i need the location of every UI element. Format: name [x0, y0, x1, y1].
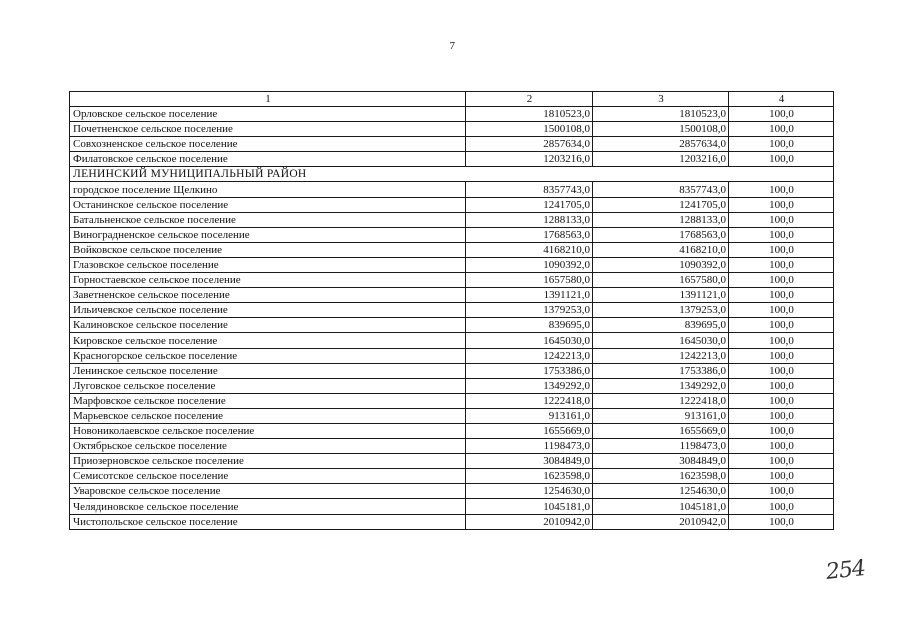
value-col-3-cell: 1645030,0: [593, 333, 729, 348]
value-col-2-cell: 1045181,0: [466, 499, 593, 514]
header-col-3: 3: [593, 92, 729, 107]
table-row: [70, 257, 834, 272]
table-row: [70, 197, 834, 212]
value-col-3-cell: 1379253,0: [593, 303, 729, 318]
value-col-2-cell: 1254630,0: [466, 484, 593, 499]
value-col-3-cell: 3084849,0: [593, 454, 729, 469]
value-col-2-cell: 1090392,0: [466, 257, 593, 272]
value-col-3-cell: 1655669,0: [593, 423, 729, 438]
percent-col-4-cell: 100,0: [729, 514, 834, 529]
percent-col-4-cell: 100,0: [729, 439, 834, 454]
value-col-3-cell: 1349292,0: [593, 378, 729, 393]
table-row: [70, 122, 834, 137]
section-title: ЛЕНИНСКИЙ МУНИЦИПАЛЬНЫЙ РАЙОН: [70, 167, 834, 182]
settlement-name-cell: Уваровское сельское поселение: [70, 484, 466, 499]
settlement-name-cell: Ильичевское сельское поселение: [70, 303, 466, 318]
settlement-name-cell: Марьевское сельское поселение: [70, 408, 466, 423]
value-col-3-cell: 1222418,0: [593, 393, 729, 408]
value-col-3-cell: 1198473,0: [593, 439, 729, 454]
table-body-group-b: [70, 182, 834, 529]
table-row: [70, 469, 834, 484]
value-col-2-cell: 1391121,0: [466, 288, 593, 303]
percent-col-4-cell: 100,0: [729, 212, 834, 227]
value-col-2-cell: 1241705,0: [466, 197, 593, 212]
table-row: [70, 303, 834, 318]
percent-col-4-cell: 100,0: [729, 454, 834, 469]
table-row: [70, 152, 834, 167]
value-col-2-cell: 1768563,0: [466, 227, 593, 242]
settlement-name-cell: Ленинское сельское поселение: [70, 363, 466, 378]
header-col-2: 2: [466, 92, 593, 107]
value-col-2-cell: 1198473,0: [466, 439, 593, 454]
table-row: [70, 182, 834, 197]
settlement-name-cell: Останинское сельское поселение: [70, 197, 466, 212]
value-col-2-cell: 1645030,0: [466, 333, 593, 348]
value-col-3-cell: 1241705,0: [593, 197, 729, 212]
percent-col-4-cell: 100,0: [729, 303, 834, 318]
value-col-2-cell: 2010942,0: [466, 514, 593, 529]
percent-col-4-cell: 100,0: [729, 197, 834, 212]
section-group: [70, 167, 834, 182]
table-row: [70, 499, 834, 514]
value-col-2-cell: 1349292,0: [466, 378, 593, 393]
table-row: [70, 423, 834, 438]
percent-col-4-cell: 100,0: [729, 288, 834, 303]
settlement-name-cell: Чистопольское сельское поселение: [70, 514, 466, 529]
value-col-3-cell: 4168210,0: [593, 242, 729, 257]
percent-col-4-cell: 100,0: [729, 318, 834, 333]
table-row: [70, 212, 834, 227]
value-col-3-cell: 1623598,0: [593, 469, 729, 484]
table-row: [70, 378, 834, 393]
settlement-name-cell: Батальненское сельское поселение: [70, 212, 466, 227]
value-col-3-cell: 1254630,0: [593, 484, 729, 499]
table-row: [70, 333, 834, 348]
table-row: [70, 242, 834, 257]
value-col-2-cell: 1753386,0: [466, 363, 593, 378]
header-col-1: 1: [70, 92, 466, 107]
value-col-3-cell: 839695,0: [593, 318, 729, 333]
value-col-2-cell: 8357743,0: [466, 182, 593, 197]
settlement-name-cell: Челядиновское сельское поселение: [70, 499, 466, 514]
settlement-name-cell: Заветненское сельское поселение: [70, 288, 466, 303]
value-col-2-cell: 913161,0: [466, 408, 593, 423]
table-row: [70, 439, 834, 454]
settlement-name-cell: Новониколаевское сельское поселение: [70, 423, 466, 438]
value-col-2-cell: 1623598,0: [466, 469, 593, 484]
settlement-name-cell: Калиновское сельское поселение: [70, 318, 466, 333]
percent-col-4-cell: 100,0: [729, 137, 834, 152]
settlement-name-cell: городское поселение Щелкино: [70, 182, 466, 197]
percent-col-4-cell: 100,0: [729, 423, 834, 438]
table-row: [70, 393, 834, 408]
table-row: [70, 363, 834, 378]
value-col-3-cell: 1203216,0: [593, 152, 729, 167]
percent-col-4-cell: 100,0: [729, 242, 834, 257]
settlement-name-cell: Горностаевское сельское поселение: [70, 273, 466, 288]
percent-col-4-cell: 100,0: [729, 333, 834, 348]
header-col-4: 4: [729, 92, 834, 107]
value-col-3-cell: 1288133,0: [593, 212, 729, 227]
table-header: [70, 92, 834, 107]
settlement-name-cell: Октябрьское сельское поселение: [70, 439, 466, 454]
percent-col-4-cell: 100,0: [729, 469, 834, 484]
settlement-name-cell: Филатовское сельское поселение: [70, 152, 466, 167]
table-row: [70, 107, 834, 122]
table-row: [70, 454, 834, 469]
value-col-2-cell: 1810523,0: [466, 107, 593, 122]
percent-col-4-cell: 100,0: [729, 378, 834, 393]
percent-col-4-cell: 100,0: [729, 107, 834, 122]
value-col-2-cell: 1655669,0: [466, 423, 593, 438]
value-col-3-cell: 1657580,0: [593, 273, 729, 288]
header-row: [70, 92, 834, 107]
settlement-name-cell: Луговское сельское поселение: [70, 378, 466, 393]
value-col-3-cell: 8357743,0: [593, 182, 729, 197]
value-col-2-cell: 1288133,0: [466, 212, 593, 227]
settlement-name-cell: Кировское сельское поселение: [70, 333, 466, 348]
value-col-2-cell: 1203216,0: [466, 152, 593, 167]
percent-col-4-cell: 100,0: [729, 257, 834, 272]
percent-col-4-cell: 100,0: [729, 182, 834, 197]
value-col-2-cell: 2857634,0: [466, 137, 593, 152]
value-col-3-cell: 2010942,0: [593, 514, 729, 529]
settlement-name-cell: Войковское сельское поселение: [70, 242, 466, 257]
settlement-name-cell: Почетненское сельское поселение: [70, 122, 466, 137]
table-row: [70, 484, 834, 499]
value-col-3-cell: 913161,0: [593, 408, 729, 423]
value-col-3-cell: 2857634,0: [593, 137, 729, 152]
settlement-name-cell: Орловское сельское поселение: [70, 107, 466, 122]
value-col-3-cell: 1242213,0: [593, 348, 729, 363]
value-col-3-cell: 1753386,0: [593, 363, 729, 378]
percent-col-4-cell: 100,0: [729, 273, 834, 288]
settlement-name-cell: Марфовское сельское поселение: [70, 393, 466, 408]
percent-col-4-cell: 100,0: [729, 408, 834, 423]
percent-col-4-cell: 100,0: [729, 363, 834, 378]
section-row: [70, 167, 834, 182]
value-col-3-cell: 1810523,0: [593, 107, 729, 122]
handwritten-page-number: 254: [824, 556, 867, 585]
table-row: [70, 273, 834, 288]
table-row: [70, 227, 834, 242]
percent-col-4-cell: 100,0: [729, 122, 834, 137]
settlement-name-cell: Виноградненское сельское поселение: [70, 227, 466, 242]
percent-col-4-cell: 100,0: [729, 348, 834, 363]
value-col-3-cell: 1500108,0: [593, 122, 729, 137]
settlement-name-cell: Глазовское сельское поселение: [70, 257, 466, 272]
percent-col-4-cell: 100,0: [729, 484, 834, 499]
table-row: [70, 408, 834, 423]
budget-table: [69, 91, 834, 530]
percent-col-4-cell: 100,0: [729, 152, 834, 167]
table-row: [70, 288, 834, 303]
value-col-3-cell: 1045181,0: [593, 499, 729, 514]
percent-col-4-cell: 100,0: [729, 499, 834, 514]
settlement-name-cell: Красногорское сельское поселение: [70, 348, 466, 363]
settlement-name-cell: Приозерновское сельское поселение: [70, 454, 466, 469]
value-col-2-cell: 839695,0: [466, 318, 593, 333]
settlement-name-cell: Семисотское сельское поселение: [70, 469, 466, 484]
value-col-2-cell: 1222418,0: [466, 393, 593, 408]
percent-col-4-cell: 100,0: [729, 393, 834, 408]
percent-col-4-cell: 100,0: [729, 227, 834, 242]
table-row: [70, 348, 834, 363]
value-col-3-cell: 1391121,0: [593, 288, 729, 303]
table-body-group-a: [70, 107, 834, 167]
value-col-2-cell: 1657580,0: [466, 273, 593, 288]
value-col-3-cell: 1768563,0: [593, 227, 729, 242]
table-row: [70, 514, 834, 529]
value-col-2-cell: 3084849,0: [466, 454, 593, 469]
value-col-2-cell: 1379253,0: [466, 303, 593, 318]
value-col-3-cell: 1090392,0: [593, 257, 729, 272]
page-number: 7: [449, 40, 456, 52]
value-col-2-cell: 1500108,0: [466, 122, 593, 137]
settlement-name-cell: Совхозненское сельское поселение: [70, 137, 466, 152]
table-row: [70, 318, 834, 333]
value-col-2-cell: 4168210,0: [466, 242, 593, 257]
value-col-2-cell: 1242213,0: [466, 348, 593, 363]
table-row: [70, 137, 834, 152]
